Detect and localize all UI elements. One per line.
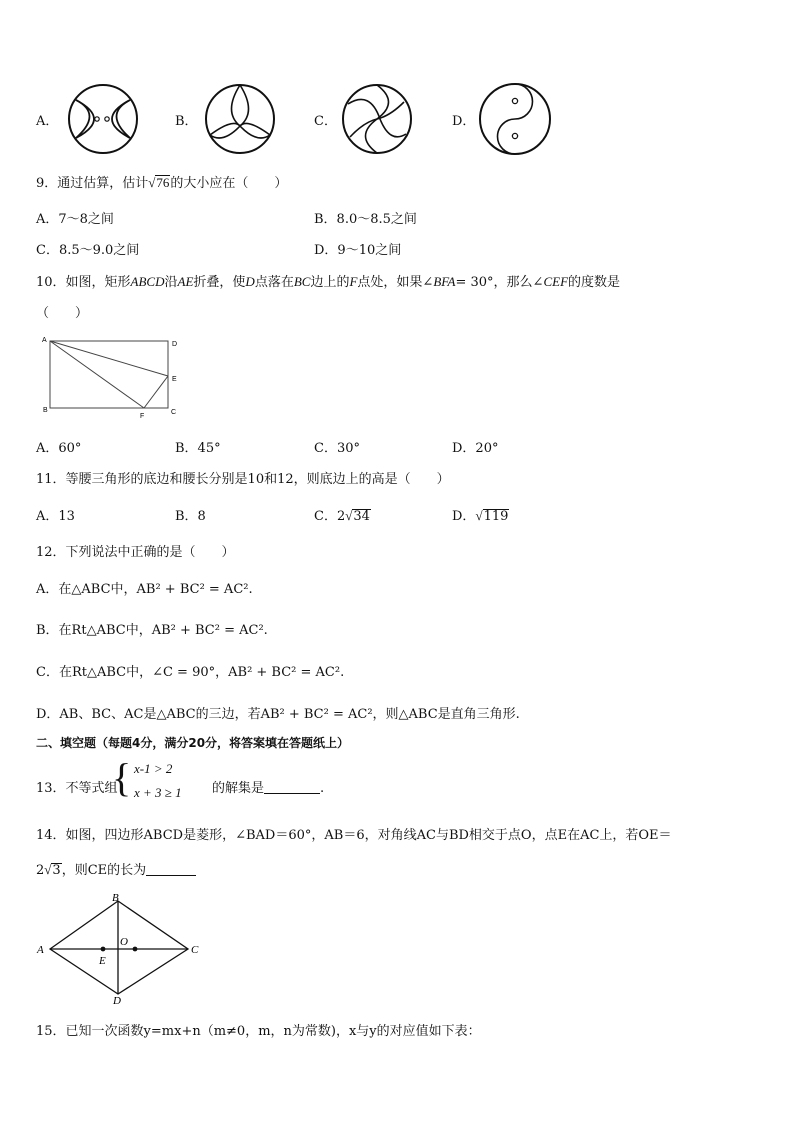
- q9-option-b: B．8.0～8.5之间: [314, 212, 417, 227]
- q11-option-d: D．√119: [452, 508, 509, 524]
- q12-option-a: A．在△ABC中，AB² + BC² = AC².: [36, 582, 253, 597]
- q14-stem-line1: 14．如图，四边形ABCD是菱形，∠BAD＝60°，AB＝6，对角线AC与BD相交于点O，点E在AC上，若OE＝: [36, 828, 672, 843]
- q10-stem-line2: （ ）: [36, 306, 89, 321]
- q8-option-b-label: B．: [175, 114, 198, 129]
- q14-label-b: B: [112, 892, 119, 904]
- q14-label-d: D: [113, 995, 121, 1007]
- q13-inequality-1: x-1 > 2: [134, 761, 173, 776]
- q14-answer-blank[interactable]: [146, 863, 196, 876]
- q10-option-b: B．45°: [175, 441, 221, 456]
- q8-option-c-label: C．: [314, 114, 337, 129]
- q12-option-d: D．AB、BC、AC是△ABC的三边，若AB² + BC² = AC²，则△ABC是直角三角形.: [36, 707, 520, 722]
- q14-label-o: O: [120, 936, 128, 948]
- q14-label-e: E: [99, 955, 106, 967]
- q10-label-e: E: [172, 376, 177, 383]
- section-2-title: 二、填空题（每题4分，满分20分，将答案填在答题纸上）: [36, 736, 350, 750]
- q9-stem: 9．通过估算，估计√76的大小应在（ ）: [36, 175, 288, 191]
- q11-option-b: B．8: [175, 509, 206, 524]
- q10-label-f: F: [140, 413, 145, 420]
- q8-figure-c: [340, 82, 414, 156]
- q13-brace: {: [112, 755, 132, 800]
- q13-inequality-2: x + 3 ≥ 1: [134, 785, 182, 800]
- q8-figure-a: [66, 82, 140, 156]
- q10-label-c: C: [171, 409, 177, 416]
- q8-figure-d: [477, 81, 553, 157]
- q13-suffix: 的解集是 .: [212, 781, 325, 796]
- q11-option-c: C．2√34: [314, 508, 370, 524]
- q15-stem: 15．已知一次函数y=mx+n（m≠0，m，n为常数)，x与y的对应值如下表：: [36, 1024, 481, 1039]
- q11-stem: 11．等腰三角形的底边和腰长分别是10和12，则底边上的高是（ ）: [36, 472, 450, 487]
- q13-prefix: 13．不等式组: [36, 781, 118, 796]
- q10-option-c: C．30°: [314, 441, 360, 456]
- q12-stem: 12．下列说法中正确的是（ ）: [36, 545, 235, 560]
- q14-stem-line2: 2√3，则CE的长为: [36, 859, 196, 878]
- q10-option-d: D．20°: [452, 441, 499, 456]
- q9-option-d: D．9～10之间: [314, 243, 402, 258]
- q10-label-d: D: [172, 341, 178, 348]
- q8-option-a-label: A．: [36, 114, 59, 129]
- q14-label-c: C: [191, 944, 199, 956]
- q12-option-b: B．在Rt△ABC中，AB² + BC² = AC².: [36, 623, 268, 638]
- q8-option-d-label: D．: [452, 114, 476, 129]
- q10-label-a: A: [42, 337, 47, 344]
- q12-option-c: C．在Rt△ABC中，∠C = 90°，AB² + BC² = AC².: [36, 665, 345, 680]
- q10-label-b: B: [43, 407, 48, 414]
- q11-option-a: A．13: [36, 509, 75, 524]
- q9-option-c: C．8.5～9.0之间: [36, 243, 140, 258]
- q14-rhombus-figure: [36, 890, 216, 1010]
- q10-option-a: A．60°: [36, 441, 82, 456]
- q13-answer-blank[interactable]: [264, 781, 320, 794]
- q14-label-a: A: [37, 944, 44, 956]
- q10-stem-line1: 10．如图，矩形ABCD沿AE折叠，使D点落在BC边上的F点处，如果∠BFA= 30°，那么∠CEF的度数是: [36, 274, 621, 290]
- q10-rectangle-figure: [40, 334, 190, 424]
- q8-figure-b: [203, 82, 277, 156]
- q9-option-a: A．7～8之间: [36, 212, 114, 227]
